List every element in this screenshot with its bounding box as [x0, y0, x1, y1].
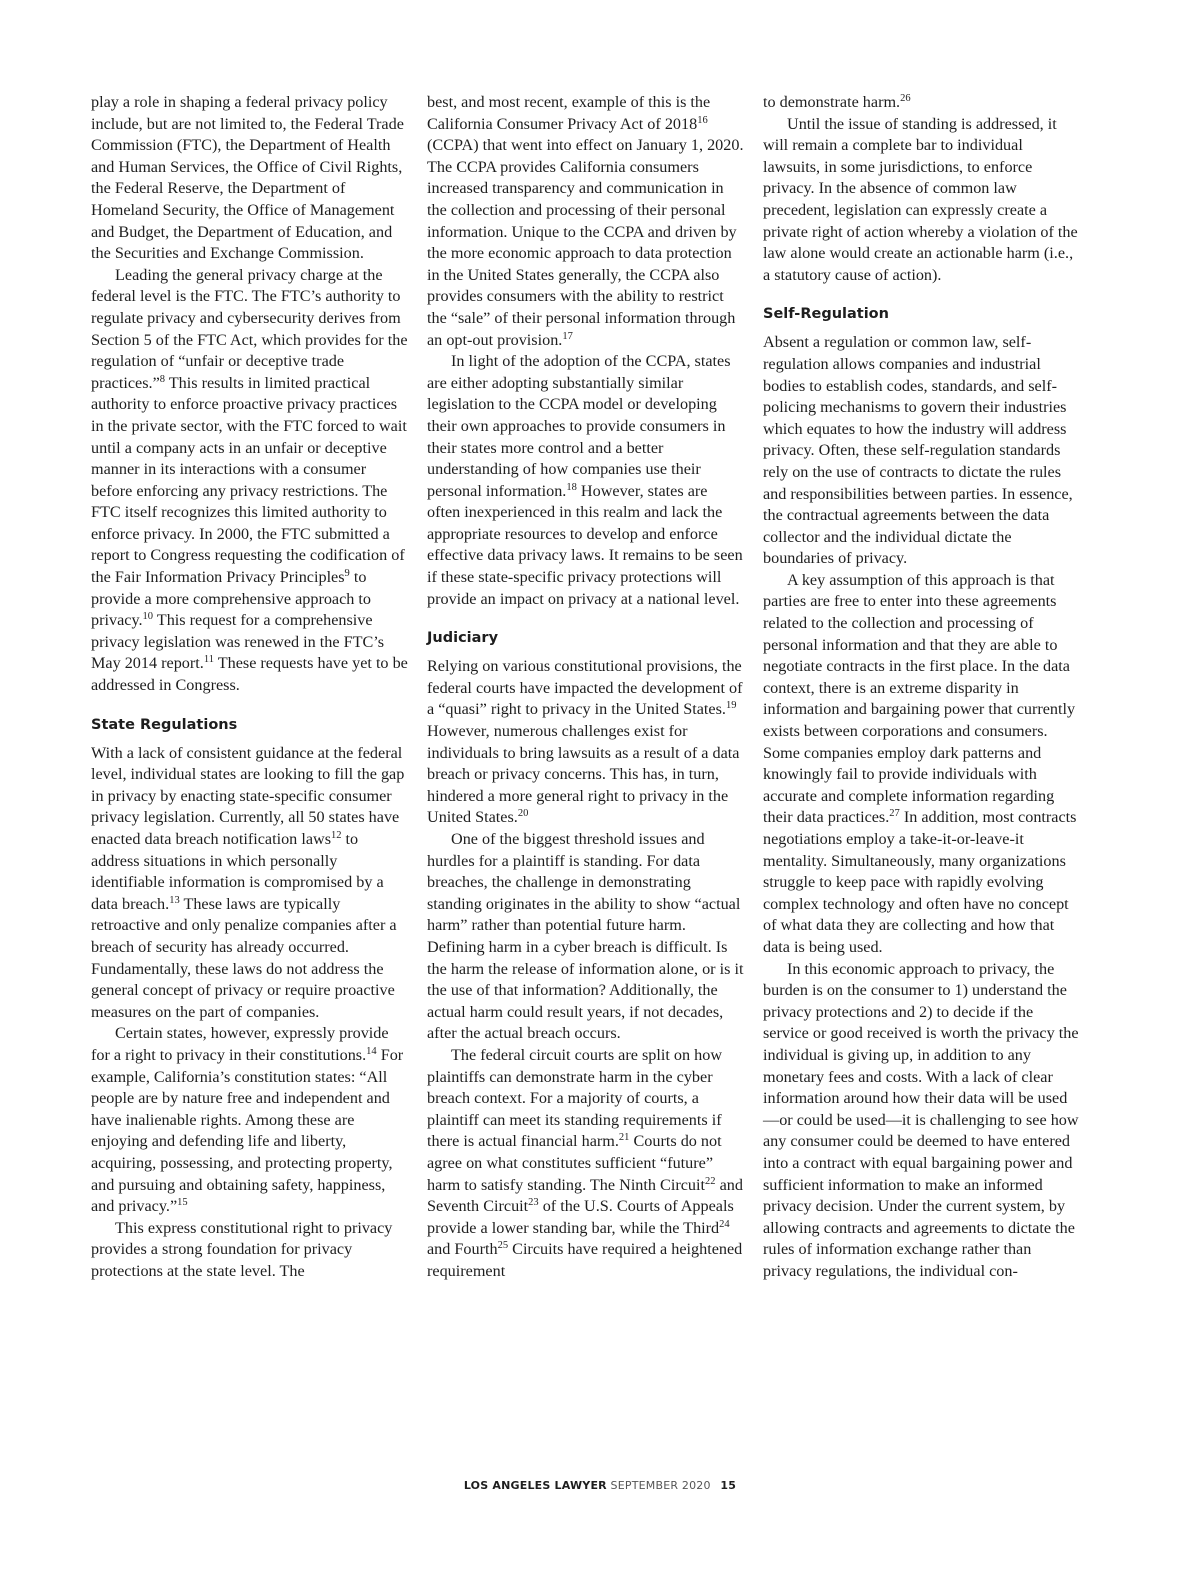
paragraph [427, 1045, 744, 1283]
text-run: Leading the general privacy charge at the federal level is the FTC. The FTC’s authority to regulate privacy and cybersecurity derives from Section 5 of the FTC Act, which provides for the regulation of “unfair or deceptive trade practices.” [91, 265, 408, 392]
paragraph [91, 1023, 408, 1217]
footnote-ref: 10 [142, 611, 154, 623]
footnote-ref: 18 [566, 481, 577, 493]
text-run: For example, California’s constitution states: “All people are by nature free and independent and have inalienable rights. Among these are enjoying and defending life and liberty, acquiring, possessing, and protecting property, and pursuing and obtaining safety, happiness, and privacy.” [91, 1045, 404, 1216]
footnote-ref: 16 [697, 114, 708, 126]
footnote-ref: 9 [344, 568, 350, 580]
text-run: The federal circuit courts are split on how plaintiffs can demonstrate harm in the cyber breach context. For a majority of courts, a plaintiff can meet its standing requirements if there is actual financial harm. [427, 1045, 723, 1151]
text-run: Circuits have required a heightened requirement [427, 1240, 743, 1280]
text-run: With a lack of consistent guidance at the federal level, individual states are looking to fill the gap in privacy by enacting state-specific consumer privacy legislation. Currently, all 50 states have enacted data breach notification laws [91, 743, 405, 848]
issue-date: SEPTEMBER 2020 [610, 1479, 711, 1492]
text-run: One of the biggest threshold issues and hurdles for a plaintiff is standing. For data breaches, the challenge in demonstrating standing originates in the ability to show “actual harm” rather than potential future harm. Defining harm in a cyber breach is difficult. Is the harm the release of information alone, or is it the use of that information? Additionally, the actual harm could result years, if not decades, after the actual breach occurs. [427, 830, 744, 1043]
footnote-ref: 14 [366, 1045, 377, 1057]
section-heading-state-regulations: State Regulations [91, 716, 238, 733]
paragraph [91, 743, 408, 1024]
footnote-ref: 25 [497, 1240, 509, 1252]
footnote-ref: 22 [705, 1175, 716, 1187]
column-2 [427, 92, 744, 1282]
footnote-ref: 15 [177, 1197, 188, 1209]
paragraph [763, 92, 1080, 114]
footnote-ref: 17 [562, 330, 573, 342]
text-run: best, and most recent, example of this is the California Consumer Privacy Act of 2018 [427, 93, 711, 133]
text-run: In addition, most contracts negotiations employ a take-it-or-leave-it mentality. Simultaneously, many organizations struggle to keep pace with rapidly evolving complex technology and often have no concept of what data they are collecting and how that data is being used. [763, 808, 1077, 956]
column-3 [763, 92, 1080, 1282]
footnote-ref: 27 [889, 808, 900, 820]
text-run: However, numerous challenges exist for individuals to bring lawsuits as a result of a data breach or privacy concerns. This has, in turn, hindered a more general right to privacy in the United States. [427, 722, 740, 827]
text-run: Courts do not agree on what constitutes sufficient “future” harm to satisfy standing. The Ninth Circuit [427, 1132, 722, 1194]
paragraph [763, 959, 1080, 1283]
text-run: These laws are typically retroactive and only penalize companies after a breach of security has already occurred. Fundamentally, these laws do not address the general concept of privacy or require proactive measures on the part of companies. [91, 894, 397, 1021]
paragraph [763, 570, 1080, 959]
paragraph [427, 351, 744, 610]
text-run: In this economic approach to privacy, the burden is on the consumer to 1) understand the privacy protections and 2) to decide if the service or good received is worth the privacy the individual is giving up, in addition to any monetary fees and costs. With a lack of clear information around how their data will be used—or could be used—it is challenging to see how any consumer could be deemed to have entered into a contract with equal bargaining power and sufficient information to make an informed privacy decision. Under the current system, by allowing contracts and agreements to dictate the rules of information exchange rather than privacy regulations, the individual con- [763, 959, 1079, 1280]
text-run: (CCPA) that went into effect on January 1, 2020. The CCPA provides California consumers increased transparency and communication in the collection and processing of their personal information. Unique to the CCPA and driven by the more economic approach to data protection in the United States generally, the CCPA also provides consumers with the ability to restrict the “sale” of their personal information through an opt-out provision. [427, 136, 744, 349]
page-number: 15 [720, 1479, 737, 1492]
text-run: This express constitutional right to privacy provides a strong foundation for privacy protections at the state level. The [91, 1218, 393, 1280]
paragraph [427, 656, 744, 829]
text-run: A key assumption of this approach is that parties are free to enter into these agreements related to the collection and processing of personal information and that they are able to negotiate contracts in the first place. In the data context, there is an extreme disparity in information and bargaining power that currently exists between corporations and consumers. Some companies employ dark patterns and knowingly fail to provide individuals with accurate and complete information regarding their data practices. [763, 570, 1076, 827]
text-run: to provide a more comprehensive approach to privacy. [91, 568, 372, 630]
footnote-ref: 13 [169, 894, 180, 906]
text-run: to address situations in which personally identifiable information is compromised by a data breach. [91, 830, 384, 913]
paragraph [427, 829, 744, 1045]
text-run: Relying on various constitutional provisions, the federal courts have impacted the development of a “quasi” right to privacy in the United States. [427, 657, 743, 719]
text-run: to demonstrate harm. [763, 93, 901, 111]
text-run: These requests have yet to be addressed in Congress. [91, 654, 408, 695]
footnote-ref: 24 [719, 1218, 730, 1230]
text-run: and Seventh Circuit [427, 1175, 743, 1216]
section-heading-judiciary: Judiciary [427, 630, 499, 647]
footnote-ref: 21 [618, 1132, 630, 1144]
paragraph [427, 92, 744, 351]
text-run: In light of the adoption of the CCPA, states are either adopting substantially similar legislation to the CCPA model or developing their own approaches to provide consumers in their states more control and a better understanding of how companies use their personal information. [427, 352, 731, 500]
footnote-ref: 19 [725, 700, 737, 712]
column-1 [91, 92, 408, 1282]
text-run: Certain states, however, expressly provide for a right to privacy in their constitutions. [91, 1024, 389, 1064]
text-run: Absent a regulation or common law, self-regulation allows companies and industrial bodies to establish codes, standards, and self-policing mechanisms to govern their industries which equates to how the industry will address privacy. Often, these self-regulation standards rely on the use of contracts to dictate the rules and responsibilities between parties. In essence, the contractual agreements between the data collector and the individual dictate the boundaries of privacy. [763, 333, 1073, 568]
text-run: This request for a comprehensive privacy legislation was renewed in the FTC’s May 2014 report. [91, 611, 385, 673]
publication-name: LOS ANGELES LAWYER [463, 1479, 607, 1492]
footnote-ref: 20 [517, 808, 529, 820]
paragraph [91, 1218, 408, 1283]
text-run: This results in limited practical authority to enforce proactive privacy practices in the private sector, with the FTC forced to wait until a company acts in an unfair or deceptive manner in its interactions with a consumer before enforcing any privacy restrictions. The FTC itself recognizes this limited authority to enforce privacy. In 2000, the FTC submitted a report to Congress requesting the codification of the Fair Information Privacy Principles [91, 373, 407, 587]
footnote-ref: 23 [528, 1197, 539, 1209]
footnote-ref: 12 [331, 830, 342, 841]
footnote-ref: 26 [900, 93, 911, 104]
text-run: Until the issue of standing is addressed, it will remain a complete bar to individual lawsuits, in some jurisdictions, to enforce privacy. In the absence of common law precedent, legislation can expressly create a private right of action whereby a violation of the law alone would create an actionable harm (i.e., a statutory cause of action). [763, 114, 1078, 284]
footnote-ref: 11 [203, 654, 214, 666]
page-footer [0, 1479, 1200, 1492]
text-run: However, states are often inexperienced in this realm and lack the appropriate resources to develop and enforce effective data privacy laws. It remains to be seen if these state-specific privacy protections will provide an impact on privacy at a national level. [427, 481, 743, 608]
paragraph [91, 265, 408, 697]
text-run: and Fourth [427, 1240, 498, 1259]
paragraph [763, 332, 1080, 570]
text-run: play a role in shaping a federal privacy policy include, but are not limited to, the Federal Trade Commission (FTC), the Department of Health and Human Services, the Office of Civil Rights, the Federal Reserve, the Department of Homeland Security, the Office of Management and Budget, the Department of Education, and the Securities and Exchange Commission. [91, 93, 404, 263]
text-run: of the U.S. Courts of Appeals provide a lower standing bar, while the Third [427, 1197, 734, 1237]
section-heading-self-regulation: Self-Regulation [763, 306, 889, 323]
paragraph [763, 114, 1080, 287]
footnote-ref: 8 [159, 373, 165, 385]
paragraph [91, 92, 408, 265]
